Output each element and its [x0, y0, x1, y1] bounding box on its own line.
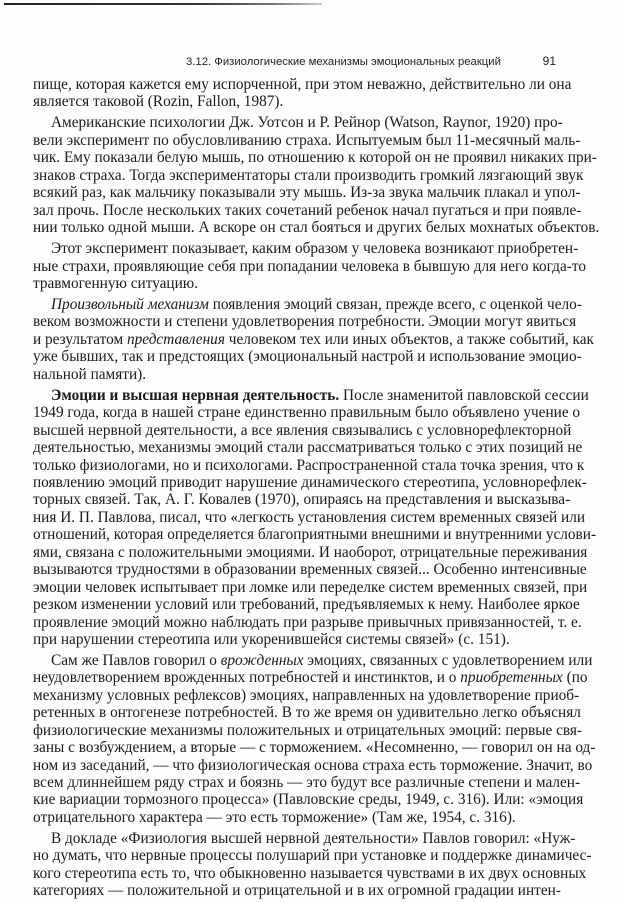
text-run: эмоции человек испытывает при ломке или переделке систем временных связей, при — [33, 578, 588, 596]
text-run: торных связей. Так, А. Г. Ковалев (1970), опираясь на представления и высказыва- — [33, 491, 571, 509]
italic-term: Произвольный механизм — [51, 296, 209, 314]
text-run: ями, связана с положительными эмоциями. И наоборот, отрицательные переживания — [33, 543, 588, 561]
text-run: всем длиннейшем ряду страх и боязнь — это будут все различные степени и мален- — [33, 774, 581, 792]
text-line — [33, 348, 582, 366]
text-run: появления эмоций связан, прежде всего, с оценкой чело- — [208, 296, 582, 314]
text-line — [33, 508, 586, 526]
text-line — [33, 631, 560, 648]
text-run: вели эксперимент по обусловливанию страха. Испытуемым был 11-месячный маль- — [33, 131, 581, 149]
italic-term: врожденных — [220, 651, 304, 669]
italic-term: приобретенных — [460, 669, 563, 687]
text-run: высшей нервной деятельности, а все явления связывались с условнорефлекторной — [33, 421, 572, 439]
text-run: пище, которая кажется ему испорченной, при этом неважно, действительно ли она — [33, 76, 572, 93]
text-run: и результатом — [33, 330, 127, 348]
text-run: кие вариации тормозного процесса» (Павловские среды, 1949, с. 316). Или: «эмоция — [33, 791, 584, 809]
text-run: ния И. П. Павлова, писал, что «легкость установления систем временных связей или — [33, 508, 586, 526]
text-run: проявление эмоций можно наблюдать при разрыве привычных привязанностей, т. е. — [33, 613, 582, 631]
text-line — [33, 791, 584, 809]
text-line — [33, 421, 572, 439]
text-line — [33, 756, 593, 774]
text-run: механизму условных рефлексов) эмоциях, направленных на удовлетворение приоб- — [33, 686, 580, 704]
text-line — [33, 366, 560, 383]
text-run: нии только одной мыши. А вскоре он стал бояться и других белых мохнатых объектов. — [33, 219, 600, 237]
text-line — [33, 386, 589, 404]
text-line — [33, 596, 580, 614]
text-run: но думать, что нервные процессы полушарий при установке и поддержке динамичес- — [33, 847, 592, 865]
text-run: уже бывших, так и предстоящих (эмоциональный настрой и использование эмоцио- — [33, 348, 582, 366]
text-run: чик. Ему показали белую мышь, по отношению к которой он не проявил никаких при- — [33, 149, 597, 167]
text-run: отношений, которая определяется благоприятными внешними и внутренними услови- — [33, 526, 597, 544]
text-line — [33, 774, 581, 792]
text-line — [33, 240, 579, 258]
body-text — [33, 76, 600, 903]
text-line — [33, 721, 583, 739]
text-line — [33, 93, 560, 110]
text-run: категориях — положительной и отрицательной и в их огромной градации интен- — [33, 882, 561, 900]
text-line — [33, 313, 577, 331]
text-line — [33, 809, 560, 826]
text-run: резком изменении условий или требований, предъявляемых к нему. Наиболее яркое — [33, 596, 580, 614]
text-line — [33, 882, 560, 899]
text-line — [33, 491, 571, 509]
text-line — [33, 166, 584, 184]
text-run: неудовлетворением врожденных потребностей и инстинктов, и о — [33, 669, 461, 687]
text-run: В докладе «Физиология высшей нервной деятельности» Павлов говорил: «Нуж- — [51, 829, 576, 847]
section-title: 3.12. Физиологические механизмы эмоциональных реакций — [186, 56, 501, 68]
paragraph — [33, 76, 572, 111]
text-line — [33, 404, 581, 422]
text-run: деятельностью, механизмы эмоций стали рассматриваться только с этих позиций не — [33, 439, 583, 457]
text-run: травмогенную ситуацию. — [33, 275, 199, 292]
text-line — [33, 613, 582, 631]
text-run: человеком тех или иных объектов, а также событий, как — [224, 330, 594, 348]
text-line — [33, 847, 592, 865]
text-run: появлению эмоций приводит нарушение динамического стереотипа, условнорефлек- — [33, 474, 587, 491]
text-run: Этот эксперимент показывает, каким образом у человека возникают приобретен- — [51, 240, 579, 258]
text-line — [33, 739, 596, 757]
text-run: только физиологами, но и психологами. Распространенной стала точка зрения, что к — [33, 456, 585, 474]
text-run: После знаменитой павловской сессии — [339, 386, 589, 404]
text-run: веком возможности и степени удовлетворения потребности. Эмоции могут явиться — [33, 313, 577, 331]
text-line — [33, 76, 572, 93]
text-run: (по — [562, 669, 588, 687]
text-run: Сам же Павлов говорил о — [51, 651, 221, 669]
paragraph — [33, 296, 594, 383]
page-number: 91 — [542, 54, 556, 68]
text-line — [33, 149, 597, 167]
text-run: Американские психологии Дж. Уотсон и Р. Рейнор (Watson, Raynor, 1920) про- — [51, 114, 563, 132]
text-line — [33, 704, 581, 722]
text-line — [33, 257, 586, 275]
running-head — [186, 54, 558, 68]
text-run: является таковой (Rozin, Fallon, 1987). — [33, 93, 284, 111]
text-run: физиологические механизмы положительных и отрицательных эмоций: первые свя- — [33, 721, 583, 739]
text-line — [33, 201, 582, 219]
text-run: 1949 года, когда в нашей стране единственно правильным было объявлено учение о — [33, 404, 581, 422]
text-run: заны с возбуждением, а вторые — с торможением. «Несомненно, — говорил он на од- — [33, 739, 596, 757]
text-run: эмоциях, связанных с удовлетворением или — [303, 651, 593, 669]
text-line — [33, 651, 593, 669]
text-line — [33, 296, 582, 314]
paragraph — [33, 240, 586, 292]
text-line — [33, 456, 585, 474]
text-run: нальной памяти). — [33, 365, 147, 383]
paragraph — [33, 829, 592, 900]
paragraph — [33, 386, 597, 649]
text-line — [33, 864, 587, 882]
text-line — [33, 829, 576, 847]
text-line — [33, 669, 588, 687]
bold-heading: Эмоции и высшая нервная деятельность. — [51, 386, 340, 404]
text-line — [33, 275, 560, 292]
text-line — [33, 330, 594, 348]
paragraph — [33, 651, 596, 826]
text-line — [33, 686, 580, 704]
text-run: зал прочь. После нескольких таких сочетаний ребенок начал пугаться и при появле- — [33, 201, 582, 219]
text-line — [33, 526, 597, 544]
text-line — [33, 561, 587, 579]
text-line — [33, 219, 600, 237]
text-line — [33, 578, 588, 596]
text-run: кого стереотипа есть то, что обыкновенно называется чувствами в их двух основных — [33, 864, 587, 882]
text-line — [33, 543, 588, 561]
text-line — [33, 131, 581, 149]
text-run: знаков страха. Тогда экспериментаторы стали производить громкий лязгающий звук — [33, 166, 584, 184]
scan-edge-rule — [4, 3, 322, 5]
text-line — [33, 114, 563, 132]
text-run: ные страхи, проявляющие себя при попадании человека в бывшую для него когда-то — [33, 257, 586, 275]
text-line — [33, 184, 581, 202]
paragraph — [33, 114, 600, 237]
text-run: при нарушении стереотипа или укоренившейся системы связей» (с. 151). — [33, 630, 510, 648]
text-run: ном из заседаний, — что физиологическая основа страха есть торможение. Значит, во — [33, 756, 593, 774]
text-run: всякий раз, как мальчику показывали эту мышь. Из-за звука мальчик плакал и упол- — [33, 184, 581, 202]
text-line — [33, 439, 583, 457]
italic-term: представления — [126, 330, 225, 348]
text-run: ретенных в онтогенезе потребностей. В то же время он удивительно легко объяснял — [33, 704, 581, 722]
text-run: вызываются трудностями в образовании временных связей... Особенно интенсивные — [33, 561, 587, 579]
text-line — [33, 474, 587, 491]
text-run: отрицательного характера — это есть торможение» (Там же, 1954, с. 316). — [33, 808, 516, 826]
